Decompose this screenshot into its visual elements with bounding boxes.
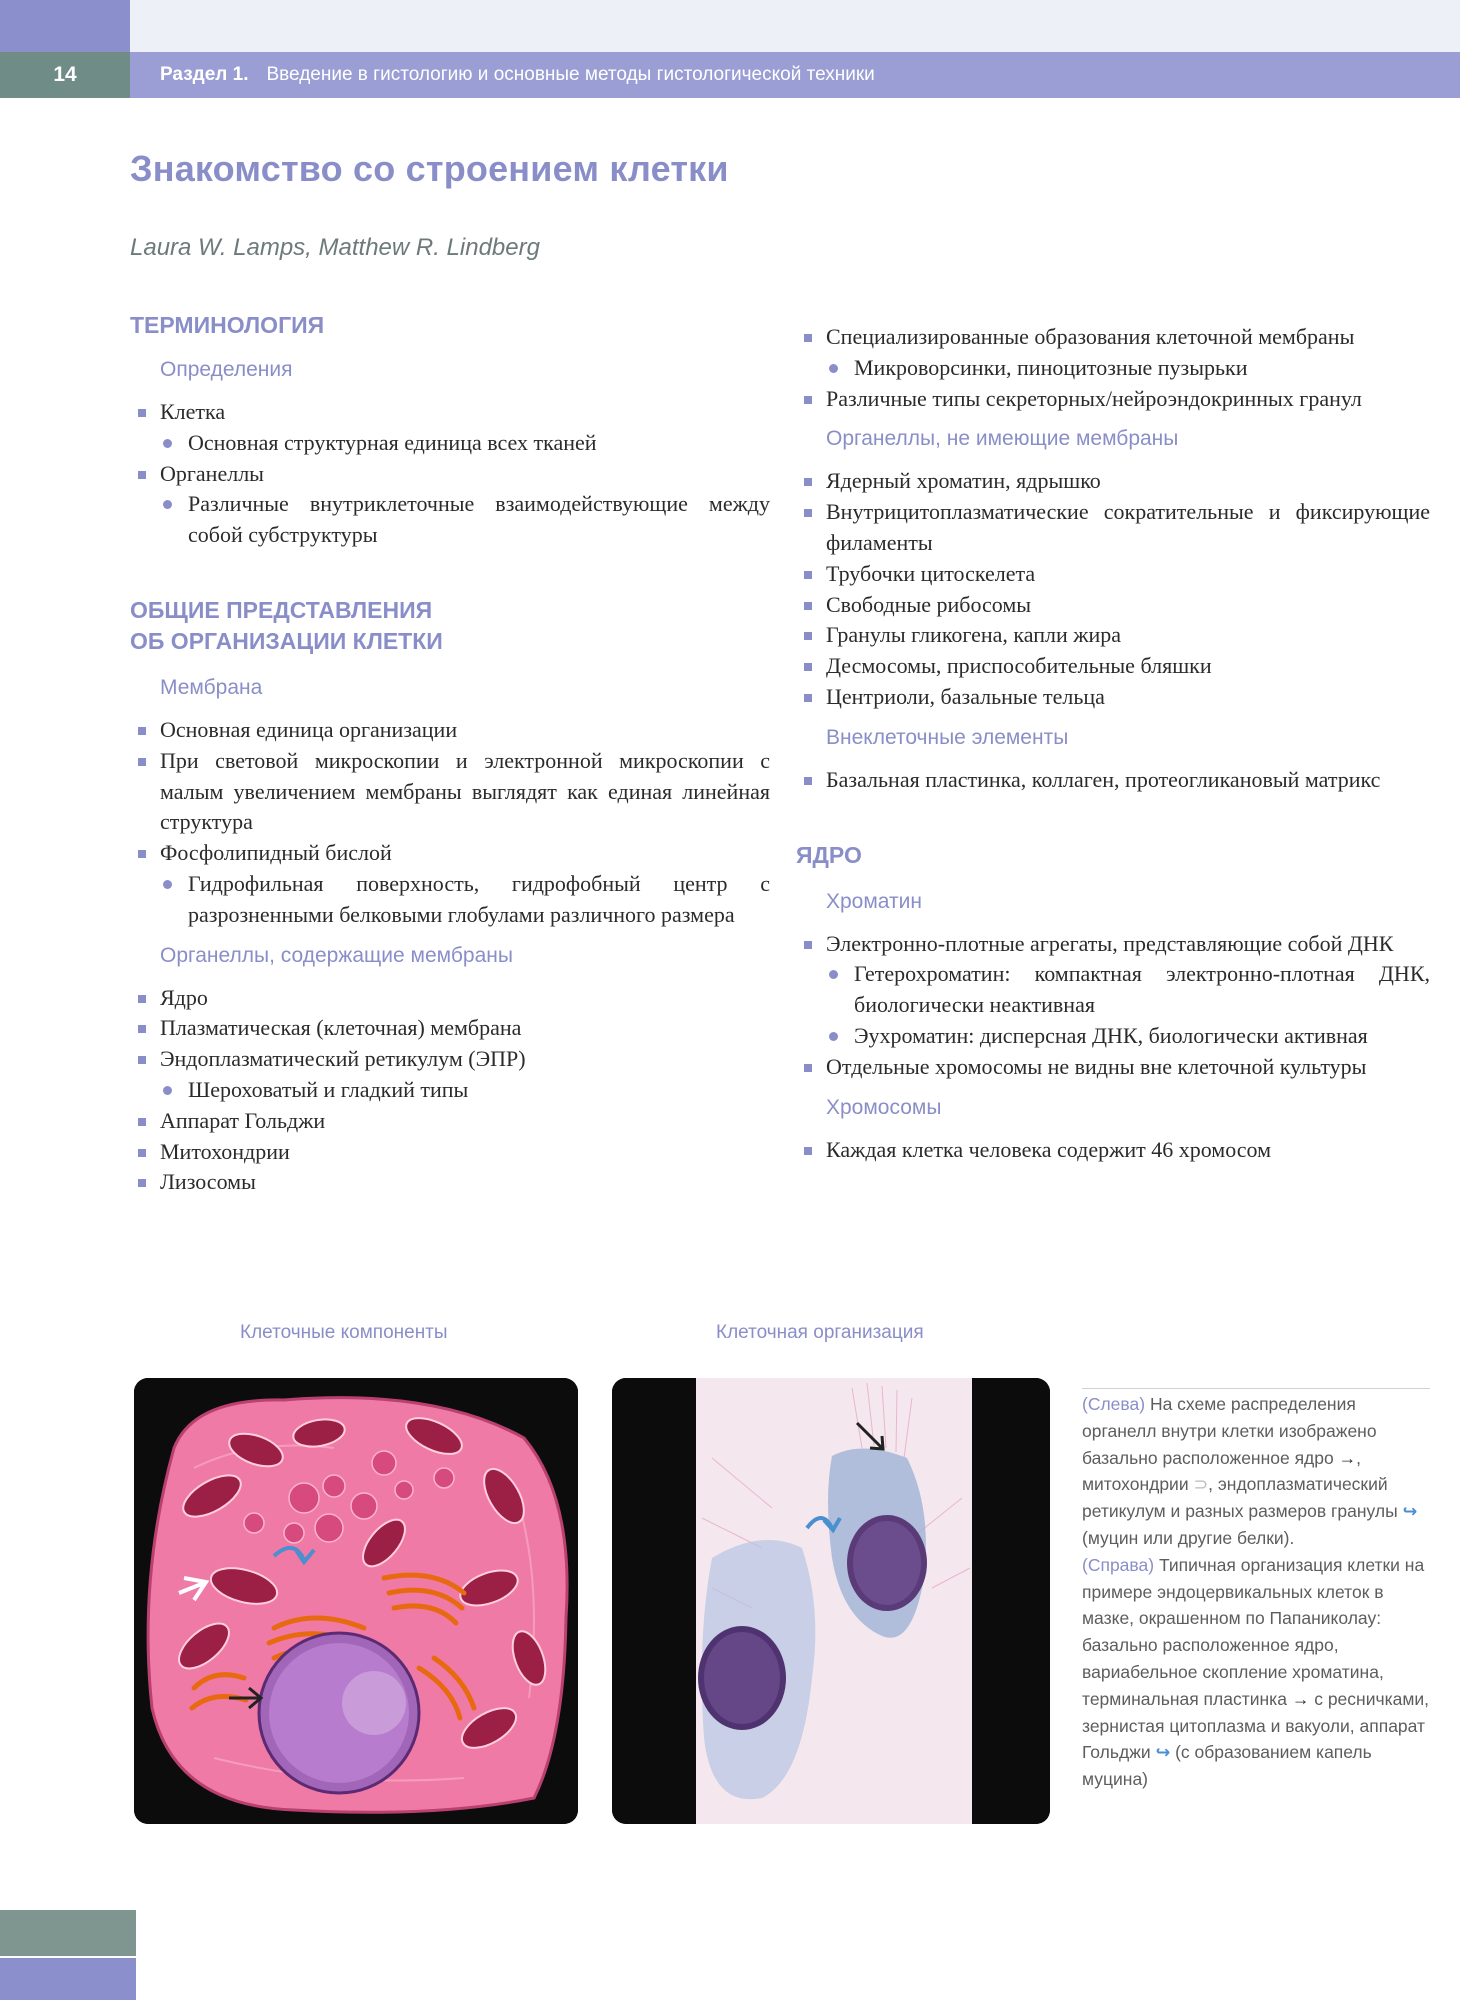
caption-left-text-1: На схеме распределения органелл внутри клетки изображено базально расположенное ядро xyxy=(1082,1394,1377,1468)
list-item: Центриоли, базальные тельца xyxy=(796,682,1430,713)
page-title: Знакомство со строением клетки xyxy=(130,148,729,189)
list-item: Внутрицитоплазматические сократительные и фиксирующие филаменты xyxy=(796,497,1430,559)
heading-terminology: ТЕРМИНОЛОГИЯ xyxy=(130,312,325,338)
sub-item: Различные внутриклеточные взаимодействующие между собой субструктуры xyxy=(130,489,770,551)
section-title: Введение в гистологию и основные методы гистологической техники xyxy=(266,64,875,85)
list-item: Гранулы гликогена, капли жира xyxy=(796,620,1430,651)
list-item: Свободные рибосомы xyxy=(796,590,1430,621)
curved-blue-arrow-icon: ↪ xyxy=(1402,1501,1418,1522)
list-item: Ядро xyxy=(130,983,770,1014)
caption-right-text-1: Типичная организация клетки на примере эндоцервикальных клеток в мазке, окрашенном по Папаниколау: базально расположенное ядро, вариабельное скопление хроматина, терминальная пластинка xyxy=(1082,1554,1425,1709)
caption-left-label: (Слева) xyxy=(1082,1394,1146,1414)
subheading-non-membrane: Органеллы, не имеющие мембраны xyxy=(826,427,1179,451)
subheading-membrane-organelles: Органеллы, содержащие мембраны xyxy=(160,943,513,967)
list-item: Органеллы xyxy=(130,459,770,490)
caption-right-text-3: (с образованием капель муцина) xyxy=(1082,1742,1372,1790)
list-item: При световой микроскопии и электронной микроскопии с малым увеличением мембраны выглядят как единая линейная структура xyxy=(130,746,770,838)
left-column xyxy=(130,300,770,1198)
top-corner-block xyxy=(0,0,130,52)
running-head xyxy=(160,52,875,98)
subheading-chromatin: Хроматин xyxy=(826,889,922,913)
figure-right-title: Клеточная организация xyxy=(716,1322,924,1343)
caption-left-text-3: , эндоплазматический ретикулум и разных размеров гранулы xyxy=(1082,1474,1398,1522)
right-column xyxy=(796,322,1430,1165)
top-strip xyxy=(0,0,1460,52)
list-item: Клетка xyxy=(130,397,770,428)
micrograph-image xyxy=(612,1378,1050,1824)
caption-right-label: (Справа) xyxy=(1082,1554,1155,1575)
list-item: Лизосомы xyxy=(130,1167,770,1198)
list-item: Отдельные хромосомы не видны вне клеточной культуры xyxy=(796,1052,1430,1083)
list-item: Плазматическая (клеточная) мембрана xyxy=(130,1013,770,1044)
footer-block-green xyxy=(0,1910,136,1956)
list-item: Каждая клетка человека содержит 46 хромосом xyxy=(796,1135,1430,1166)
cell-diagram-figure xyxy=(134,1378,578,1824)
caption-left-text-2: , митохондрии xyxy=(1082,1447,1361,1495)
list-item: Фосфолипидный бислой xyxy=(130,838,770,869)
section-label: Раздел 1. xyxy=(160,64,249,85)
sub-item: Основная структурная единица всех тканей xyxy=(130,428,770,459)
black-arrow-icon: → xyxy=(1291,1688,1310,1709)
micrograph-figure xyxy=(612,1378,1050,1824)
sub-item: Гетерохроматин: компактная электронно-плотная ДНК, биологически неактивная xyxy=(796,959,1430,1021)
list-item: Митохондрии xyxy=(130,1137,770,1168)
caption-left-text-4: (муцин или другие белки). xyxy=(1082,1527,1295,1548)
footer-block-purple xyxy=(0,1958,136,2000)
list-item: Трубочки цитоскелета xyxy=(796,559,1430,590)
page-number: 14 xyxy=(0,52,130,98)
list-item: Основная единица организации xyxy=(130,715,770,746)
subheading-definitions: Определения xyxy=(160,358,293,381)
heading-general-1: ОБЩИЕ ПРЕДСТАВЛЕНИЯ xyxy=(130,596,433,623)
caption-right-text-2: с ресничками, зернистая цитоплазма и вакуоли, аппарат Гольджи xyxy=(1082,1688,1430,1763)
mitochondria-symbol-icon: ⊃ xyxy=(1193,1474,1209,1495)
authors: Laura W. Lamps, Matthew R. Lindberg xyxy=(130,234,540,261)
list-item: Электронно-плотные агрегаты, представляющие собой ДНК xyxy=(796,929,1430,960)
list-item: Различные типы секреторных/нейроэндокринных гранул xyxy=(796,384,1430,415)
list-item: Десмосомы, приспособительные бляшки xyxy=(796,651,1430,682)
cell-diagram-illustration xyxy=(134,1378,578,1824)
figure-caption xyxy=(1082,1388,1430,1793)
subheading-membrane: Мембрана xyxy=(160,675,263,699)
list-item: Специализированные образования клеточной мембраны xyxy=(796,322,1430,353)
subheading-extracellular: Внеклеточные элементы xyxy=(826,725,1069,749)
sub-item: Эухроматин: дисперсная ДНК, биологически активная xyxy=(796,1021,1430,1052)
heading-nucleus: ЯДРО xyxy=(796,841,862,868)
sub-item: Микроворсинки, пиноцитозные пузырьки xyxy=(796,353,1430,384)
list-item: Ядерный хроматин, ядрышко xyxy=(796,466,1430,497)
list-item: Эндоплазматический ретикулум (ЭПР) xyxy=(130,1044,770,1075)
heading-general-2: ОБ ОРГАНИЗАЦИИ КЛЕТКИ xyxy=(130,627,443,654)
figure-left-title: Клеточные компоненты xyxy=(240,1322,448,1343)
list-item: Аппарат Гольджи xyxy=(130,1106,770,1137)
sub-item: Гидрофильная поверхность, гидрофобный центр с разрозненными белковыми глобулами различного размера xyxy=(130,869,770,931)
curved-blue-arrow-icon: ↪ xyxy=(1155,1742,1171,1763)
black-arrow-icon: → xyxy=(1338,1447,1357,1468)
sub-item: Шероховатый и гладкий типы xyxy=(130,1075,770,1106)
subheading-chromosomes: Хромосомы xyxy=(826,1095,942,1119)
list-item: Базальная пластинка, коллаген, протеогликановый матрикс xyxy=(796,765,1430,796)
